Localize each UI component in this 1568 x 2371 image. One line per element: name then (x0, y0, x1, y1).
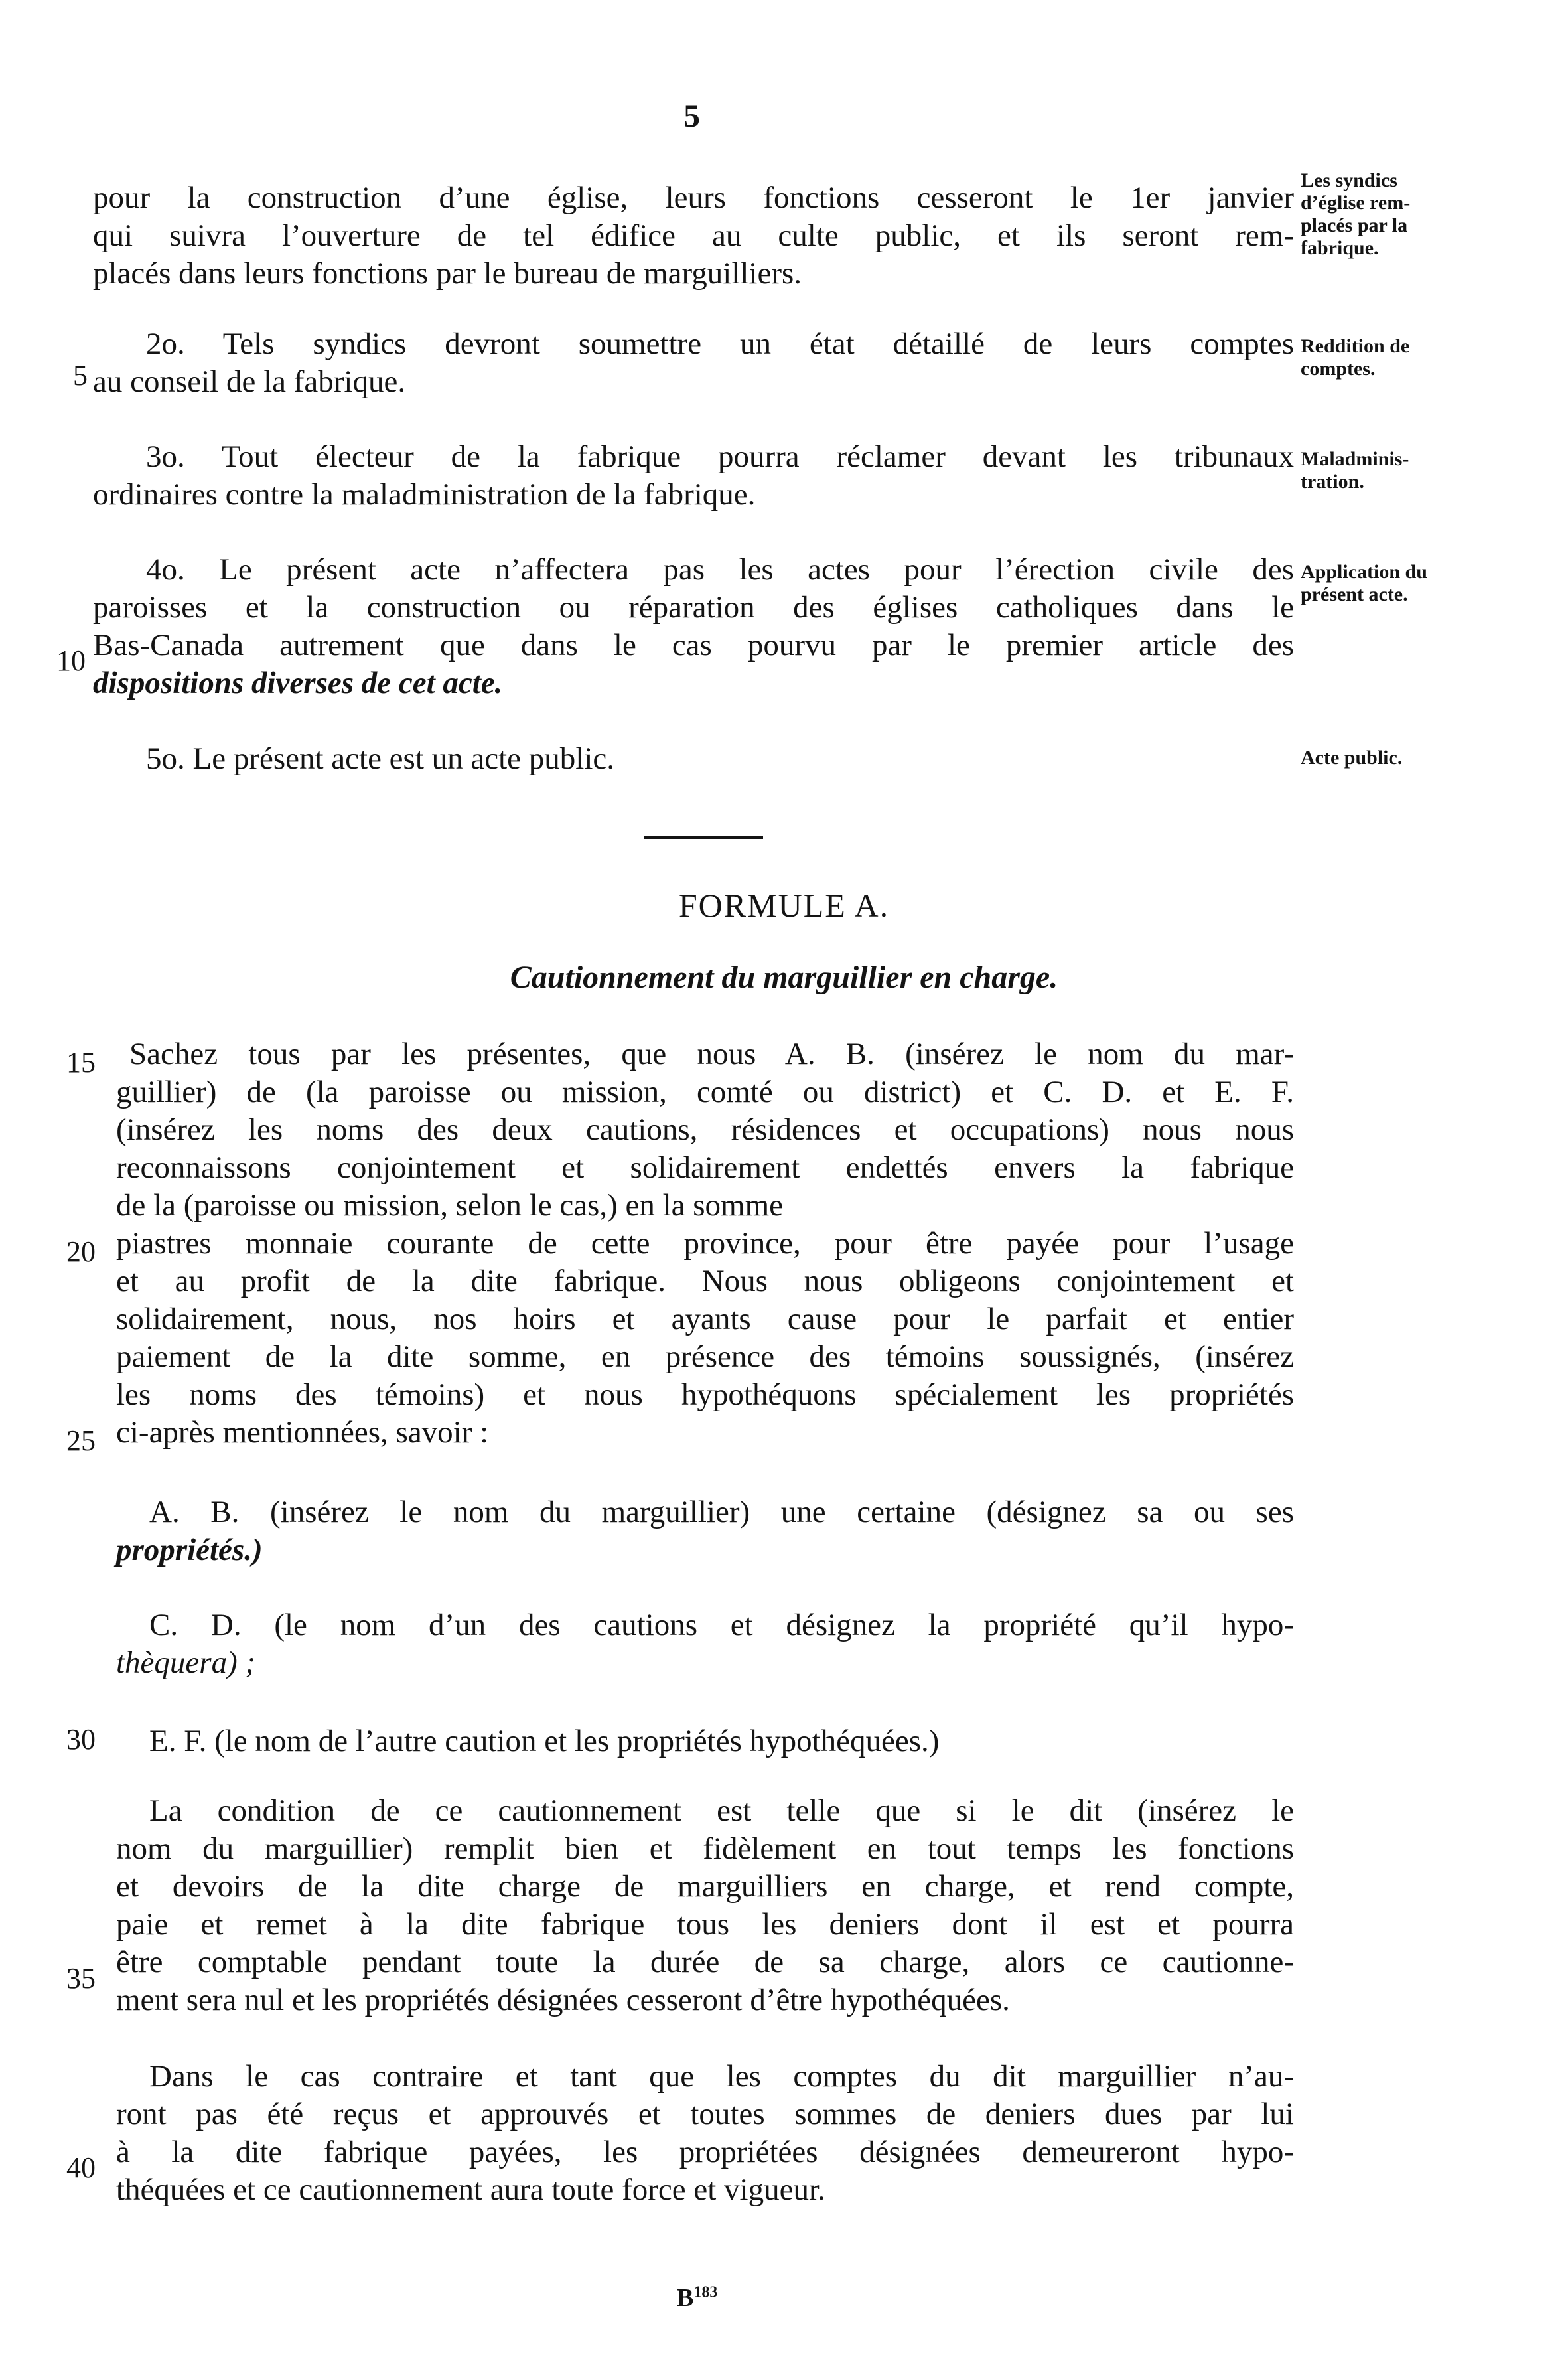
formule-paragraph-6 (116, 2058, 1294, 2209)
text-line: de la (paroisse ou mission, selon le cas,) en la somme (116, 1188, 784, 1223)
margin-note-application (1301, 561, 1506, 606)
text-line: A. B. (insérez le nom du marguillier) une certaine (désignez sa ou ses (149, 1495, 1294, 1529)
margin-note-reddition (1301, 335, 1506, 380)
text-line: La condition de ce cautionnement est telle que si le dit (insérez le (149, 1794, 1294, 1828)
section-5 (93, 740, 1294, 778)
margin-line: présent acte. (1301, 583, 1408, 605)
line-number: 35 (66, 1962, 96, 1995)
formule-paragraph-5 (116, 1792, 1294, 2019)
margin-line: comptes. (1301, 358, 1376, 380)
text-line: nom du marguillier) remplit bien et fidèlement en tout temps les fonctions (116, 1831, 1294, 1866)
text-line: C. D. (le nom d’un des cautions et désignez la propriété qu’il hypo- (149, 1608, 1294, 1642)
text-line: thèquera) ; (116, 1645, 256, 1680)
text-line: et au profit de la dite fabrique. Nous nous obligeons conjointement et (116, 1264, 1294, 1298)
intro-paragraph (93, 179, 1294, 293)
margin-note-maladministration (1301, 448, 1506, 493)
text-line: dispositions diverses de cet acte. (93, 666, 503, 700)
margin-line: Application du (1301, 561, 1427, 583)
text-line: (insérez les noms des deux cautions, résidences et occupations) nous nous (116, 1112, 1294, 1147)
text-line: Bas-Canada autrement que dans le cas pourvu par le premier article des (93, 628, 1294, 662)
text-line: pour la construction d’une église, leurs fonctions cesseront le 1er janvier (93, 181, 1294, 215)
text-line: 2o. Tels syndics devront soumettre un état détaillé de leurs comptes (146, 327, 1294, 361)
signature-letter: B (677, 2284, 694, 2312)
page-number: 5 (683, 97, 700, 134)
line-number: 10 (56, 645, 86, 677)
text-line: théquées et ce cautionnement aura toute force et vigueur. (116, 2173, 825, 2207)
margin-note-public (1301, 747, 1506, 769)
margin-line: Acte public. (1301, 747, 1403, 769)
text-line: propriétés.) (116, 1533, 263, 1567)
margin-note-syndics (1301, 169, 1506, 260)
text-line: être comptable pendant toute la durée de sa charge, alors ce cautionne- (116, 1945, 1294, 1979)
signature-number: 183 (693, 2283, 718, 2301)
text-line: reconnaissons conjointement et solidairement endettés envers la fabrique (116, 1150, 1294, 1185)
formule-subtitle: Cautionnement du marguillier en charge. (510, 960, 1058, 995)
text-line: ment sera nul et les propriétés désignées cesseront d’être hypothéquées. (116, 1983, 1010, 2017)
text-line: et devoirs de la dite charge de marguilliers en charge, et rend compte, (116, 1869, 1294, 1904)
text-line: Dans le cas contraire et tant que les comptes du dit marguillier n’au- (149, 2059, 1294, 2094)
margin-line: tration. (1301, 471, 1364, 493)
line-number: 20 (66, 1235, 96, 1268)
text-line: 3o. Tout électeur de la fabrique pourra réclamer devant les tribunaux (146, 439, 1294, 474)
line-number: 30 (66, 1723, 96, 1756)
text-line: placés dans leurs fonctions par le bureau de marguilliers. (93, 256, 802, 291)
text-line: Sachez tous par les présentes, que nous A. B. (insérez le nom du mar- (129, 1037, 1294, 1071)
line-number: 40 (66, 2151, 96, 2184)
section-3 (93, 438, 1294, 514)
formule-title: FORMULE A. (678, 887, 890, 924)
section-4 (93, 551, 1294, 702)
margin-line: Les syndics (1301, 169, 1397, 191)
text-line: au conseil de la fabrique. (93, 364, 406, 399)
text-line: paroisses et la construction ou réparation des églises catholiques dans le (93, 590, 1294, 625)
line-number: 15 (66, 1046, 96, 1079)
text-line: paiement de la dite somme, en présence des témoins soussignés, (insérez (116, 1339, 1294, 1374)
text-line: qui suivra l’ouverture de tel édifice au culte public, et ils seront rem- (93, 218, 1294, 253)
formule-paragraph-2 (116, 1493, 1294, 1569)
text-line: paie et remet à la dite fabrique tous les deniers dont il est et pourra (116, 1907, 1294, 1942)
text-line: 4o. Le présent acte n’affectera pas les actes pour l’érection civile des (146, 552, 1294, 587)
signature-mark (677, 2283, 717, 2313)
margin-line: Maladminis- (1301, 448, 1409, 470)
formule-paragraph-4 (116, 1722, 1294, 1760)
section-divider (644, 836, 763, 839)
margin-line: d’église rem- (1301, 192, 1411, 214)
text-line: 5o. Le présent acte est un acte public. (146, 741, 615, 776)
text-line: à la dite fabrique payées, les propriétées désignées demeureront hypo- (116, 2135, 1294, 2169)
text-line: ci-après mentionnées, savoir : (116, 1415, 489, 1450)
formule-paragraph-3 (116, 1606, 1294, 1682)
line-number: 5 (73, 359, 88, 392)
margin-line: placés par la (1301, 214, 1408, 236)
text-line: les noms des témoins) et nous hypothéquons spécialement les propriétés (116, 1377, 1294, 1412)
text-line: ordinaires contre la maladministration de la fabrique. (93, 477, 756, 512)
section-2 (93, 325, 1294, 401)
text-line: guillier) de (la paroisse ou mission, comté ou district) et C. D. et E. F. (116, 1075, 1294, 1109)
margin-line: fabrique. (1301, 237, 1379, 259)
text-line: ront pas été reçus et approuvés et toutes sommes de deniers dues par lui (116, 2097, 1294, 2131)
text-line: solidairement, nous, nos hoirs et ayants cause pour le parfait et entier (116, 1302, 1294, 1336)
line-number: 25 (66, 1424, 96, 1457)
formule-paragraph-1 (116, 1035, 1294, 1452)
margin-line: Reddition de (1301, 335, 1410, 357)
text-line: piastres monnaie courante de cette province, pour être payée pour l’usage (116, 1226, 1294, 1261)
text-line: E. F. (le nom de l’autre caution et les propriétés hypothéquées.) (149, 1724, 940, 1758)
